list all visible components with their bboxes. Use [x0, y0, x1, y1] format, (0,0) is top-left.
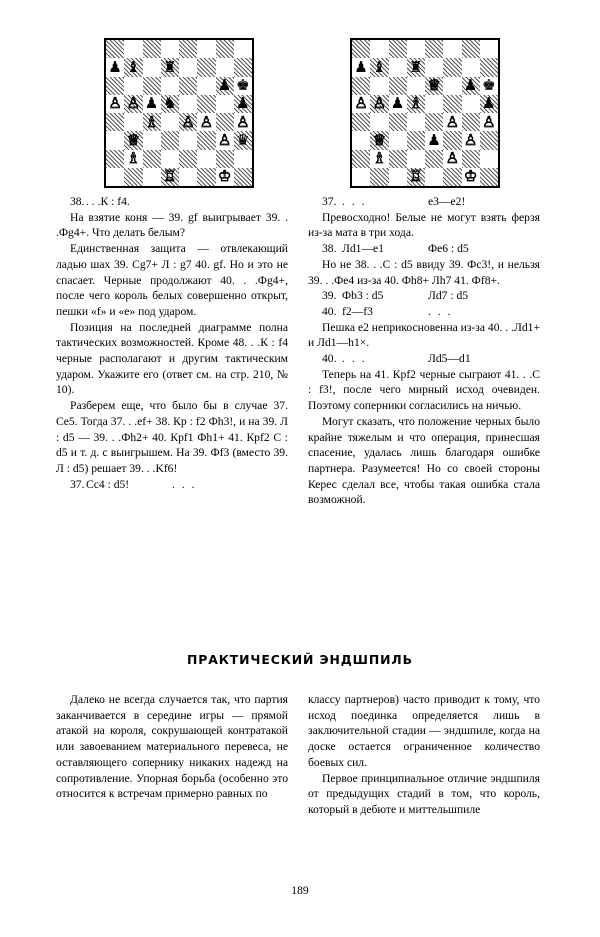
board-square-a4	[106, 113, 124, 131]
white-rook-icon: ♖	[409, 167, 423, 186]
board-square-c3	[389, 131, 407, 149]
board-square-g3	[216, 131, 234, 149]
board-square-a5	[106, 95, 124, 113]
board-square-a7	[352, 58, 370, 76]
board-square-f6	[443, 77, 461, 95]
white-pawn-icon: ♙	[372, 94, 387, 113]
board-square-b3	[124, 131, 142, 149]
board-square-g6	[216, 77, 234, 95]
board-square-h1	[234, 168, 252, 186]
board-square-a8	[106, 40, 124, 58]
board-square-d6	[161, 77, 179, 95]
board-square-e7	[425, 58, 443, 76]
board-square-a3	[106, 131, 124, 149]
board-square-d8	[161, 40, 179, 58]
board-square-e8	[425, 40, 443, 58]
board-square-e1	[425, 168, 443, 186]
move-black: Фe6 : d5	[428, 242, 469, 256]
board-square-h3	[480, 131, 498, 149]
board-square-b4	[370, 113, 388, 131]
section-heading: ПРАКТИЧЕСКИЙ ЭНДШПИЛЬ	[187, 652, 413, 667]
black-king-icon: ♚	[482, 76, 496, 95]
board-square-c8	[143, 40, 161, 58]
white-pawn-icon: ♙	[108, 94, 122, 113]
board-square-e1	[179, 168, 197, 186]
board-square-g8	[216, 40, 234, 58]
board-square-h8	[234, 40, 252, 58]
white-pawn-icon: ♙	[445, 113, 460, 131]
board-square-b6	[370, 77, 388, 95]
white-pawn-icon: ♙	[354, 94, 368, 113]
board-square-f3	[443, 131, 461, 149]
board-square-e2	[425, 150, 443, 168]
board-square-c7	[143, 58, 161, 76]
black-pawn-icon: ♟	[390, 94, 405, 113]
board-square-d5	[407, 95, 425, 113]
board-square-b7	[370, 58, 388, 76]
move-black: e3—e2!	[428, 195, 466, 208]
board-square-b1	[124, 168, 142, 186]
board-square-g7	[462, 58, 480, 76]
move-black: . . .	[172, 477, 197, 491]
board-square-b4	[124, 113, 142, 131]
board-square-g7	[216, 58, 234, 76]
move-number: 38.	[70, 195, 85, 208]
diagram-row	[0, 38, 600, 190]
board-square-b5	[370, 95, 388, 113]
board-square-d3	[161, 131, 179, 149]
board-square-e3	[425, 131, 443, 149]
move-line	[308, 351, 540, 367]
board-square-h7	[480, 58, 498, 76]
white-king-icon: ♔	[463, 167, 478, 186]
move-white: Cc4 : d5!	[86, 477, 130, 491]
board-square-b7	[124, 58, 142, 76]
board-square-d5	[161, 95, 179, 113]
board-square-e4	[425, 113, 443, 131]
board-square-f7	[443, 58, 461, 76]
board-square-b2	[124, 150, 142, 168]
board-square-h6	[480, 77, 498, 95]
black-pawn-icon: ♟	[217, 76, 232, 95]
board-square-e2	[179, 150, 197, 168]
chess-board	[350, 38, 500, 188]
board-square-c6	[389, 77, 407, 95]
move-number: 39.	[322, 289, 337, 303]
move-black: . . .К : f4.	[86, 195, 130, 208]
move-number: 40.	[322, 352, 337, 366]
black-rook-icon: ♜	[409, 58, 423, 76]
board-square-h4	[234, 113, 252, 131]
move-black: Лd7 : d5	[428, 289, 469, 303]
board-square-f8	[197, 40, 215, 58]
board-square-h6	[234, 77, 252, 95]
paragraph: Далеко не всегда случается так, что партия заканчивается в середине игры — прямой атакой на короля, сокрушающей контратакой или завоеванием материального перевеса, не оставляющего сопернику никаких надежд на сопротивление. Упорная борьба (особенно это относится к встречам примерно равных по	[56, 693, 288, 801]
black-pawn-icon: ♟	[144, 94, 159, 113]
board-square-h3	[234, 131, 252, 149]
move-line	[308, 194, 540, 210]
board-square-g1	[216, 168, 234, 186]
board-square-d2	[161, 150, 179, 168]
board-square-d4	[407, 113, 425, 131]
black-pawn-icon: ♟	[354, 58, 368, 76]
board-square-h2	[480, 150, 498, 168]
board-square-c2	[143, 150, 161, 168]
board-square-a8	[352, 40, 370, 58]
board-square-c2	[389, 150, 407, 168]
board-square-f1	[443, 168, 461, 186]
move-line	[308, 288, 540, 304]
chess-diagram-left	[104, 38, 254, 188]
board-square-g2	[462, 150, 480, 168]
white-pawn-icon: ♙	[236, 113, 250, 131]
board-square-c3	[143, 131, 161, 149]
board-square-b1	[370, 168, 388, 186]
move-number: 38.	[322, 242, 337, 256]
upper-left-text-column	[56, 194, 288, 492]
chess-board	[104, 38, 254, 188]
move-line	[56, 477, 288, 493]
board-square-e8	[179, 40, 197, 58]
move-line	[308, 304, 540, 320]
move-number: 40.	[322, 304, 337, 318]
board-square-h1	[480, 168, 498, 186]
paragraph: Пешка e2 неприкосновенна из-за 40. . .Лd1+ и Лd1—h1×.	[308, 320, 540, 350]
white-pawn-icon: ♙	[126, 94, 141, 113]
white-king-icon: ♔	[217, 167, 232, 186]
paragraph: Позиция на последней диаграмме полна тактических возможностей. Кроме 48. . .К : f4 черные располагают и другим тактическим ударом. Укажите его (ответ см. на стр. 210, № 10).	[56, 320, 288, 397]
board-square-h8	[480, 40, 498, 58]
board-square-h5	[234, 95, 252, 113]
board-square-f7	[197, 58, 215, 76]
board-square-g2	[216, 150, 234, 168]
board-square-a1	[352, 168, 370, 186]
board-square-g8	[462, 40, 480, 58]
board-square-c1	[389, 168, 407, 186]
lower-left-text-column	[56, 692, 288, 802]
move-black: . . .	[428, 304, 453, 318]
board-square-e3	[179, 131, 197, 149]
lower-right-text-column	[308, 692, 540, 818]
black-pawn-icon: ♟	[482, 94, 496, 113]
board-square-c8	[389, 40, 407, 58]
board-square-f3	[197, 131, 215, 149]
board-square-d3	[407, 131, 425, 149]
board-square-a3	[352, 131, 370, 149]
board-square-d7	[407, 58, 425, 76]
board-square-c7	[389, 58, 407, 76]
board-square-a5	[352, 95, 370, 113]
board-square-a6	[106, 77, 124, 95]
white-rook-icon: ♖	[163, 167, 177, 186]
black-pawn-icon: ♟	[463, 76, 478, 95]
white-pawn-icon: ♙	[217, 131, 232, 149]
board-square-e5	[425, 95, 443, 113]
black-knight-icon: ♞	[163, 94, 177, 113]
board-square-d7	[161, 58, 179, 76]
move-number: 37.	[70, 477, 85, 491]
board-square-b5	[124, 95, 142, 113]
move-white: Лd1—e1	[342, 242, 384, 256]
black-bishop-icon: ♝	[372, 58, 387, 76]
board-square-b2	[370, 150, 388, 168]
board-square-b8	[124, 40, 142, 58]
board-square-a2	[106, 150, 124, 168]
board-square-g3	[462, 131, 480, 149]
board-square-a6	[352, 77, 370, 95]
board-square-d6	[407, 77, 425, 95]
paragraph: На взятие коня — 39. gf выигрывает 39. . .Фg4+. Что делать белым?	[56, 210, 288, 240]
board-square-c5	[143, 95, 161, 113]
board-square-c4	[389, 113, 407, 131]
move-line	[308, 241, 540, 257]
paragraph: Разберем еще, что было бы в случае 37. Ce5. Тогда 37. . .ef+ 38. Кр : f2 Фh3!, и на 39. Л : d5 — 39. . .Фh2+ 40. Крf1 Фh1+ 41. Крf2 C : d5 и т. д. с выигрышем. На 39. Фf3 (вместо 39. Л : d5) решает 39. . .Kf6!	[56, 399, 288, 475]
board-square-c6	[143, 77, 161, 95]
board-square-h5	[480, 95, 498, 113]
black-rook-icon: ♜	[163, 58, 177, 76]
board-square-h4	[480, 113, 498, 131]
board-square-b6	[124, 77, 142, 95]
move-number: 37.	[322, 195, 337, 208]
paragraph: Но не 38. . .C : d5 ввиду 39. Фc3!, и нельзя 39. . .Фe4 из-за 40. Фh8+ Лh7 41. Фf8+.	[308, 257, 540, 287]
black-pawn-icon: ♟	[108, 58, 122, 76]
board-square-e6	[425, 77, 443, 95]
board-square-f2	[443, 150, 461, 168]
chess-diagram-right	[350, 38, 500, 188]
white-bishop-icon: ♗	[409, 94, 423, 113]
board-square-e6	[179, 77, 197, 95]
white-bishop-icon: ♗	[126, 149, 141, 168]
white-pawn-icon: ♙	[463, 131, 478, 149]
black-pawn-icon: ♟	[236, 94, 250, 113]
move-black: Лd5—d1	[428, 352, 471, 366]
board-square-d2	[407, 150, 425, 168]
board-square-d8	[407, 40, 425, 58]
move-white: Фb3 : d5	[342, 289, 384, 303]
board-square-f2	[197, 150, 215, 168]
move-white: f2—f3	[342, 304, 373, 318]
board-square-f4	[443, 113, 461, 131]
board-square-f1	[197, 168, 215, 186]
white-bishop-icon: ♗	[372, 149, 387, 168]
board-square-b8	[370, 40, 388, 58]
board-square-a2	[352, 150, 370, 168]
board-square-g1	[462, 168, 480, 186]
black-pawn-icon: ♟	[427, 131, 441, 149]
paragraph: Теперь на 41. Крf2 черные сыграют 41. . .C : f3!, после чего мирный исход очевиден. Поэтому соперники согласились на ничью.	[308, 367, 540, 413]
paragraph: классу партнеров) часто приводит к тому, что исход поединка определяется лишь в заключительной стадии — эндшпиле, когда на доске остается ограниченное количество боевых сил.	[308, 693, 540, 769]
board-square-a4	[352, 113, 370, 131]
black-queen-icon: ♛	[236, 131, 250, 149]
page-number: 189	[291, 884, 309, 897]
board-square-f5	[197, 95, 215, 113]
paragraph: Единственная защита — отвлекающий ладью шах 39. Cg7+ Л : g7 40. gf. Но и это не спасает. Черные продолжают 40. . .Фg4+, после чего король белых совершенно открыт, пешки «f» и «e» под ударом.	[56, 242, 288, 318]
white-queen-icon: ♕	[427, 76, 441, 95]
paragraph: Превосходно! Белые не могут взять ферзя из-за мата в три хода.	[308, 210, 540, 240]
white-pawn-icon: ♙	[181, 113, 195, 131]
board-square-f8	[443, 40, 461, 58]
board-square-g4	[216, 113, 234, 131]
white-bishop-icon: ♗	[144, 113, 159, 131]
board-square-d4	[161, 113, 179, 131]
board-square-f4	[197, 113, 215, 131]
white-pawn-icon: ♙	[445, 149, 460, 168]
move-white: . . .	[342, 352, 367, 366]
board-square-g6	[462, 77, 480, 95]
white-queen-icon: ♕	[126, 131, 141, 149]
white-queen-icon: ♕	[372, 131, 387, 149]
board-square-f5	[443, 95, 461, 113]
paragraph: Могут сказать, что положение черных было крайне тяжелым и что операция, принесшая спасение, удалась лишь благодаря ошибке партнера. Разумеется! Но со своей стороны Керес сделал все, чтобы такая ошибка стала возможной.	[308, 414, 540, 507]
board-square-a7	[106, 58, 124, 76]
board-square-f6	[197, 77, 215, 95]
board-square-e4	[179, 113, 197, 131]
board-square-e7	[179, 58, 197, 76]
board-square-g5	[462, 95, 480, 113]
black-bishop-icon: ♝	[126, 58, 141, 76]
board-square-d1	[407, 168, 425, 186]
upper-right-text-column	[308, 194, 540, 508]
paragraph: Первое принципиальное отличие эндшпиля от предыдущих стадий в том, что король, который в дебюте и миттельшпиле	[308, 771, 540, 816]
board-square-c4	[143, 113, 161, 131]
board-square-g4	[462, 113, 480, 131]
board-square-e5	[179, 95, 197, 113]
black-king-icon: ♚	[236, 76, 250, 95]
white-pawn-icon: ♙	[482, 113, 496, 131]
board-square-a1	[106, 168, 124, 186]
board-square-b3	[370, 131, 388, 149]
white-pawn-icon: ♙	[199, 113, 214, 131]
board-square-c5	[389, 95, 407, 113]
move-line	[56, 194, 288, 210]
board-square-g5	[216, 95, 234, 113]
board-square-h7	[234, 58, 252, 76]
board-square-c1	[143, 168, 161, 186]
move-white: . . .	[342, 195, 367, 208]
board-square-d1	[161, 168, 179, 186]
board-square-h2	[234, 150, 252, 168]
